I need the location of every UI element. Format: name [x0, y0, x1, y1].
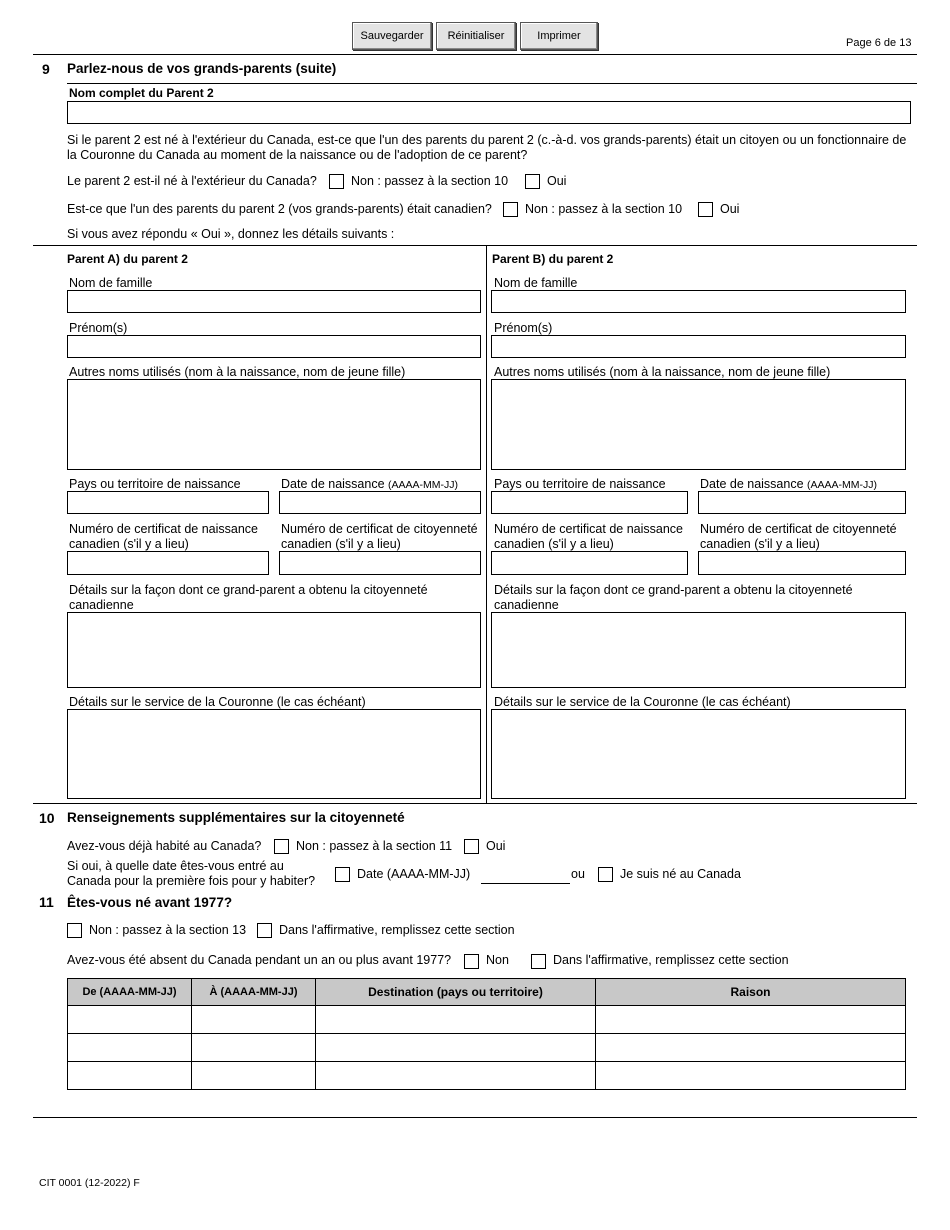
parent-a-birth-country-input[interactable] — [67, 491, 269, 514]
or-label: ou — [571, 867, 585, 881]
parent2-fullname-input[interactable] — [67, 101, 911, 124]
table-row — [68, 1006, 906, 1034]
q-absent-label: Avez-vous été absent du Canada pendant un an ou plus avant 1977? — [67, 953, 452, 967]
born-before-1977-yes-label: Dans l'affirmative, remplissez cette section — [279, 923, 515, 937]
col-header-from: De (AAAA-MM-JJ) — [68, 979, 192, 1006]
table-row — [68, 1034, 906, 1062]
q-absent-no-label: Non — [486, 953, 509, 967]
q-grandparent-canadian-no-checkbox[interactable] — [503, 202, 518, 217]
parent-b-birth-cert-input[interactable] — [491, 551, 688, 575]
parent-a-given-names-label: Prénom(s) — [69, 321, 128, 335]
grandparents-bottom-rule — [33, 803, 917, 804]
entry-date-option-checkbox[interactable] — [335, 867, 350, 882]
parent-b-birth-date-input[interactable] — [698, 491, 906, 514]
parent-a-crown-service-label: Détails sur le service de la Couronne (le cas échéant) — [69, 695, 366, 709]
q-absent-yes-label: Dans l'affirmative, remplissez cette section — [553, 953, 789, 967]
col-header-reason: Raison — [596, 979, 906, 1006]
q-parent2-born-outside-no-label: Non : passez à la section 10 — [351, 174, 509, 188]
cell-destination[interactable] — [316, 1062, 596, 1090]
q-lived-in-canada-yes-label: Oui — [486, 839, 506, 853]
entry-date-option-label: Date (AAAA-MM-JJ) — [357, 867, 471, 881]
q-lived-in-canada-no-label: Non : passez à la section 11 — [296, 839, 453, 853]
q-lived-in-canada-label: Avez-vous déjà habité au Canada? — [67, 839, 262, 853]
parent-b-other-names-textarea[interactable] — [491, 379, 906, 470]
born-in-canada-label: Je suis né au Canada — [620, 867, 741, 881]
section-9-title: Parlez-nous de vos grands-parents (suite) — [67, 61, 337, 76]
section-11-title: Êtes-vous né avant 1977? — [67, 895, 233, 910]
q-parent2-born-outside-yes-label: Oui — [547, 174, 567, 188]
parent-b-how-obtained-textarea[interactable] — [491, 612, 906, 688]
section-10-number: 10 — [39, 810, 55, 826]
parent-b-crown-service-textarea[interactable] — [491, 709, 906, 799]
parent-a-crown-service-textarea[interactable] — [67, 709, 481, 799]
parent-a-birth-cert-label: Numéro de certificat de naissance canadien (s'il y a lieu) — [69, 522, 258, 551]
cell-destination[interactable] — [316, 1006, 596, 1034]
cell-to[interactable] — [192, 1034, 316, 1062]
absences-table — [67, 978, 906, 1090]
birth-date-text: Date de naissance — [700, 477, 804, 491]
cell-to[interactable] — [192, 1006, 316, 1034]
parent-b-birth-cert-label: Numéro de certificat de naissance canadien (s'il y a lieu) — [494, 522, 683, 551]
cell-reason[interactable] — [596, 1034, 906, 1062]
print-button[interactable]: Imprimer — [520, 22, 598, 50]
cell-to[interactable] — [192, 1062, 316, 1090]
parent-b-family-name-input[interactable] — [491, 290, 906, 313]
parent-b-crown-service-label: Détails sur le service de la Couronne (le cas échéant) — [494, 695, 791, 709]
date-format-hint: (AAAA-MM-JJ) — [388, 479, 459, 491]
page-indicator: Page 6 de 13 — [846, 37, 912, 49]
q-grandparent-canadian-yes-checkbox[interactable] — [698, 202, 713, 217]
parent-a-birth-date-label — [281, 477, 458, 491]
section-9-rule — [67, 83, 917, 84]
born-before-1977-no-checkbox[interactable] — [67, 923, 82, 938]
parent-b-cit-cert-label: Numéro de certificat de citoyenneté canadien (s'il y a lieu) — [700, 522, 897, 551]
cell-reason[interactable] — [596, 1062, 906, 1090]
born-before-1977-no-label: Non : passez à la section 13 — [89, 923, 247, 937]
parent-a-birth-date-input[interactable] — [279, 491, 481, 514]
parent-b-birth-country-input[interactable] — [491, 491, 688, 514]
date-format-hint: (AAAA-MM-JJ) — [807, 479, 878, 491]
section-9-number: 9 — [42, 61, 50, 77]
q-absent-no-checkbox[interactable] — [464, 954, 479, 969]
cell-reason[interactable] — [596, 1006, 906, 1034]
cell-destination[interactable] — [316, 1034, 596, 1062]
cell-from[interactable] — [68, 1034, 192, 1062]
grandparents-top-rule — [33, 245, 917, 246]
table-row — [68, 1062, 906, 1090]
parent-a-how-obtained-textarea[interactable] — [67, 612, 481, 688]
section-10-title: Renseignements supplémentaires sur la citoyenneté — [67, 810, 405, 825]
parent-b-birth-date-label — [700, 477, 877, 491]
parent-b-cit-cert-input[interactable] — [698, 551, 906, 575]
birth-date-text: Date de naissance — [281, 477, 385, 491]
col-header-destination: Destination (pays ou territoire) — [316, 979, 596, 1006]
cell-from[interactable] — [68, 1006, 192, 1034]
parent-b-family-name-label: Nom de famille — [494, 276, 578, 290]
absences-table-header-row — [68, 979, 906, 1006]
section-11-number: 11 — [39, 894, 54, 910]
born-before-1977-yes-checkbox[interactable] — [257, 923, 272, 938]
q-parent2-born-outside-yes-checkbox[interactable] — [525, 174, 540, 189]
parent2-fullname-label: Nom complet du Parent 2 — [69, 86, 214, 100]
parent-a-birth-country-label: Pays ou territoire de naissance — [69, 477, 241, 491]
q-absent-yes-checkbox[interactable] — [531, 954, 546, 969]
top-divider — [33, 54, 917, 55]
entry-date-input[interactable] — [481, 883, 570, 884]
bottom-divider — [33, 1117, 917, 1118]
parent-a-family-name-input[interactable] — [67, 290, 481, 313]
q-lived-in-canada-yes-checkbox[interactable] — [464, 839, 479, 854]
parent-a-cit-cert-label: Numéro de certificat de citoyenneté canadien (s'il y a lieu) — [281, 522, 478, 551]
save-button[interactable]: Sauvegarder — [352, 22, 432, 50]
parent-a-other-names-textarea[interactable] — [67, 379, 481, 470]
col-header-to: À (AAAA-MM-JJ) — [192, 979, 316, 1006]
q-grandparent-canadian-no-label: Non : passez à la section 10 — [525, 202, 683, 216]
parent-a-family-name-label: Nom de famille — [69, 276, 153, 290]
parent-b-heading: Parent B) du parent 2 — [492, 252, 614, 266]
q-parent2-born-outside-label: Le parent 2 est-il né à l'extérieur du Canada? — [67, 174, 317, 188]
parent-b-birth-country-label: Pays ou territoire de naissance — [494, 477, 666, 491]
parent-a-birth-cert-input[interactable] — [67, 551, 269, 575]
parent-a-given-names-input[interactable] — [67, 335, 481, 358]
parent-a-how-obtained-label: Détails sur la façon dont ce grand-parent a obtenu la citoyenneté canadienne — [69, 583, 428, 612]
parent-b-other-names-label: Autres noms utilisés (nom à la naissance, nom de jeune fille) — [494, 365, 831, 379]
parent-a-other-names-label: Autres noms utilisés (nom à la naissance, nom de jeune fille) — [69, 365, 406, 379]
parent-b-given-names-input[interactable] — [491, 335, 906, 358]
parent-a-heading: Parent A) du parent 2 — [67, 252, 188, 266]
q-lived-in-canada-no-checkbox[interactable] — [274, 839, 289, 854]
grandparents-column-divider — [486, 245, 487, 803]
q-entry-date-label: Si oui, à quelle date êtes-vous entré au Canada pour la première fois pour y habiter? — [67, 859, 316, 888]
parent-b-given-names-label: Prénom(s) — [494, 321, 553, 335]
parent-a-cit-cert-input[interactable] — [279, 551, 481, 575]
q-parent2-born-outside-no-checkbox[interactable] — [329, 174, 344, 189]
section-9-intro: Si le parent 2 est né à l'extérieur du Canada, est-ce que l'un des parents du parent 2 (c.-à-d. vos grands-parents) était un citoyen ou un fonctionnaire de la Couronne du Canada au moment de la naissance ou de l'adoption de ce parent? — [67, 133, 907, 162]
q-grandparent-canadian-yes-label: Oui — [720, 202, 740, 216]
cell-from[interactable] — [68, 1062, 192, 1090]
born-in-canada-checkbox[interactable] — [598, 867, 613, 882]
reset-button[interactable]: Réinitialiser — [436, 22, 516, 50]
parent-b-how-obtained-label: Détails sur la façon dont ce grand-parent a obtenu la citoyenneté canadienne — [494, 583, 853, 612]
form-code: CIT 0001 (12-2022) F — [39, 1177, 140, 1189]
details-prompt: Si vous avez répondu « Oui », donnez les détails suivants : — [67, 227, 395, 241]
q-grandparent-canadian-label: Est-ce que l'un des parents du parent 2 (vos grands-parents) était canadien? — [67, 202, 492, 216]
